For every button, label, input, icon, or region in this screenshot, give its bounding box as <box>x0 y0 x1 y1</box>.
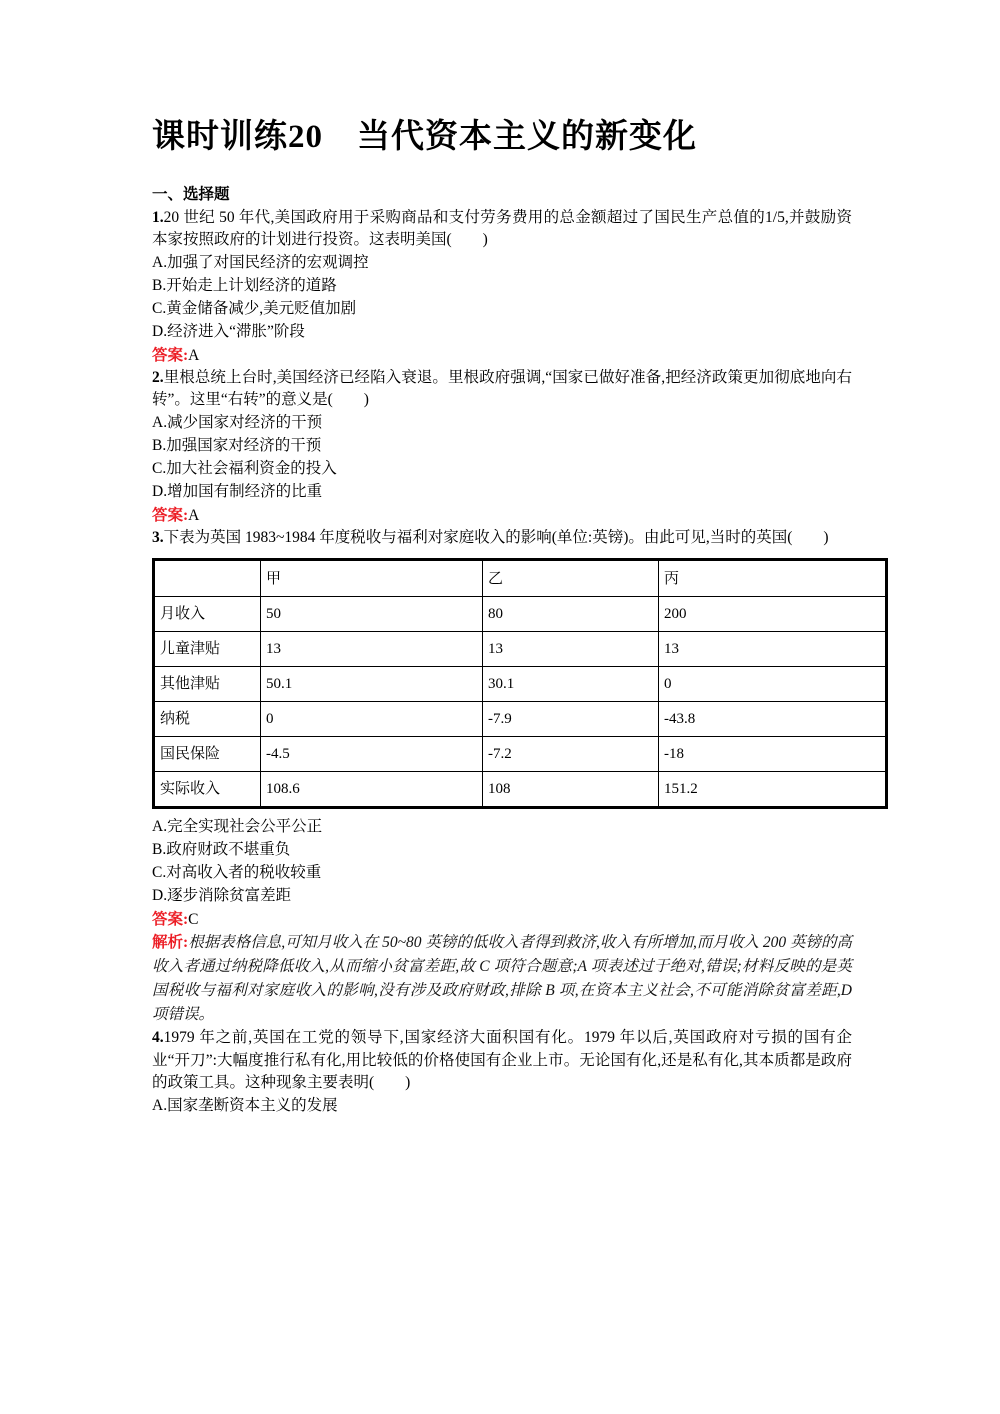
question-block-2 <box>152 367 852 527</box>
cell-other-benefit-yi: 30.1 <box>483 667 659 702</box>
question-1-answer <box>152 344 852 367</box>
question-3-text: 下表为英国 1983~1984 年度税收与福利对家庭收入的影响(单位:英镑)。由此可见,当时的英国( ) <box>163 528 829 546</box>
question-3-explanation-text: 根据表格信息,可知月收入在 50~80 英镑的低收入者得到救济,收入有所增加,而月收入 200 英镑的高收入者通过纳税降低收入,从而缩小贫富差距,故 C 项符合题意;A 项表述过于绝对,错误;材料反映的是英国税收与福利对家庭收入的影响,没有涉及政府财政,排除 B 项,在资本主义社会,不可能消除贫富差距,D 项错误。 <box>152 934 852 1024</box>
question-block-1 <box>152 207 852 367</box>
question-block-4 <box>152 1027 852 1117</box>
question-2-answer-value: A <box>188 506 200 524</box>
table-header-row <box>154 560 887 597</box>
question-1-stem <box>152 207 852 252</box>
question-2-text: 里根总统上台时,美国经济已经陷入衰退。里根政府强调,“国家已做好准备,把经济政策更加彻底地向右转”。这里“右转”的意义是( ) <box>152 368 852 409</box>
table-row <box>154 667 887 702</box>
row-label-other-benefit: 其他津贴 <box>154 667 261 702</box>
question-3-stem <box>152 527 852 549</box>
question-3-option-a[interactable]: A.完全实现社会公平公正 <box>152 818 323 836</box>
cell-child-benefit-yi: 13 <box>483 632 659 667</box>
cell-child-benefit-bing: 13 <box>659 632 887 667</box>
table-header-bing: 丙 <box>659 560 887 597</box>
question-1-number: 1. <box>152 209 164 226</box>
cell-actual-income-bing: 151.2 <box>659 772 887 808</box>
question-2-option-d[interactable]: D.增加国有制经济的比重 <box>152 482 323 500</box>
cell-other-benefit-jia: 50.1 <box>261 667 483 702</box>
row-label-tax: 纳税 <box>154 702 261 737</box>
question-1-answer-value: A <box>188 346 200 364</box>
cell-national-insurance-yi: -7.2 <box>483 737 659 772</box>
cell-other-benefit-bing: 0 <box>659 667 887 702</box>
question-1-text: 20 世纪 50 年代,美国政府用于采购商品和支付劳务费用的总金额超过了国民生产总值的1/5,并鼓励资本家按照政府的计划进行投资。这表明美国( ) <box>152 209 852 249</box>
cell-tax-bing: -43.8 <box>659 702 887 737</box>
row-label-actual-income: 实际收入 <box>154 772 261 808</box>
question-3-option-d[interactable]: D.逐步消除贫富差距 <box>152 887 292 905</box>
row-label-national-insurance: 国民保险 <box>154 737 261 772</box>
table-header-jia: 甲 <box>261 560 483 597</box>
question-3-answer <box>152 908 852 931</box>
question-2-stem <box>152 367 852 412</box>
question-2-option-b[interactable]: B.加强国家对经济的干预 <box>152 436 322 454</box>
document-body <box>152 184 852 1118</box>
question-3-number: 3. <box>152 528 164 546</box>
question-1-option-d[interactable]: D.经济进入“滞胀”阶段 <box>152 322 305 340</box>
question-3-explanation-label: 解析: <box>152 934 189 952</box>
tax-welfare-table <box>152 558 888 809</box>
question-3-explanation <box>152 931 852 1027</box>
question-3-answer-value: C <box>188 911 199 929</box>
question-3-option-b[interactable]: B.政府财政不堪重负 <box>152 841 291 859</box>
row-label-child-benefit: 儿童津贴 <box>154 632 261 667</box>
cell-tax-jia: 0 <box>261 702 483 737</box>
cell-actual-income-yi: 108 <box>483 772 659 808</box>
question-3-answer-label: 答案: <box>152 911 189 929</box>
page-title: 课时训练20 当代资本主义的新变化 <box>152 119 697 155</box>
question-4-stem <box>152 1027 852 1094</box>
cell-monthly-income-bing: 200 <box>659 597 887 632</box>
cell-national-insurance-bing: -18 <box>659 737 887 772</box>
question-2-option-a[interactable]: A.减少国家对经济的干预 <box>152 413 323 431</box>
question-1-option-c[interactable]: C.黄金储备减少,美元贬值加剧 <box>152 299 357 317</box>
table-row <box>154 772 887 808</box>
question-block-3 <box>152 527 852 1028</box>
cell-actual-income-jia: 108.6 <box>261 772 483 808</box>
cell-child-benefit-jia: 13 <box>261 632 483 667</box>
table-header-corner <box>154 560 261 597</box>
question-2-answer <box>152 504 852 527</box>
question-4-number: 4. <box>152 1029 164 1047</box>
question-2-number: 2. <box>152 368 164 386</box>
question-3-option-c[interactable]: C.对高收入者的税收较重 <box>152 864 322 882</box>
question-1-option-a[interactable]: A.加强了对国民经济的宏观调控 <box>152 253 369 271</box>
question-1-option-b[interactable]: B.开始走上计划经济的道路 <box>152 276 337 294</box>
question-2-answer-label: 答案: <box>152 506 189 524</box>
question-2-option-c[interactable]: C.加大社会福利资金的投入 <box>152 459 337 477</box>
question-4-option-a[interactable]: A.国家垄断资本主义的发展 <box>152 1096 338 1114</box>
table-row <box>154 632 887 667</box>
table-header-yi: 乙 <box>483 560 659 597</box>
cell-tax-yi: -7.9 <box>483 702 659 737</box>
cell-monthly-income-yi: 80 <box>483 597 659 632</box>
table-row <box>154 702 887 737</box>
table-row <box>154 597 887 632</box>
table-body <box>154 560 887 808</box>
cell-monthly-income-jia: 50 <box>261 597 483 632</box>
question-4-text: 1979 年之前,英国在工党的领导下,国家经济大面积国有化。1979 年以后,英国政府对亏损的国有企业“开刀”:大幅度推行私有化,用比较低的价格使国有企业上市。无论国有化,还是私有化,其本质都是政府的政策工具。这种现象主要表明( ) <box>152 1029 852 1092</box>
cell-national-insurance-jia: -4.5 <box>261 737 483 772</box>
section-heading: 一、选择题 <box>152 186 230 203</box>
table-row <box>154 737 887 772</box>
question-1-answer-label: 答案: <box>152 346 189 364</box>
row-label-monthly-income: 月收入 <box>154 597 261 632</box>
